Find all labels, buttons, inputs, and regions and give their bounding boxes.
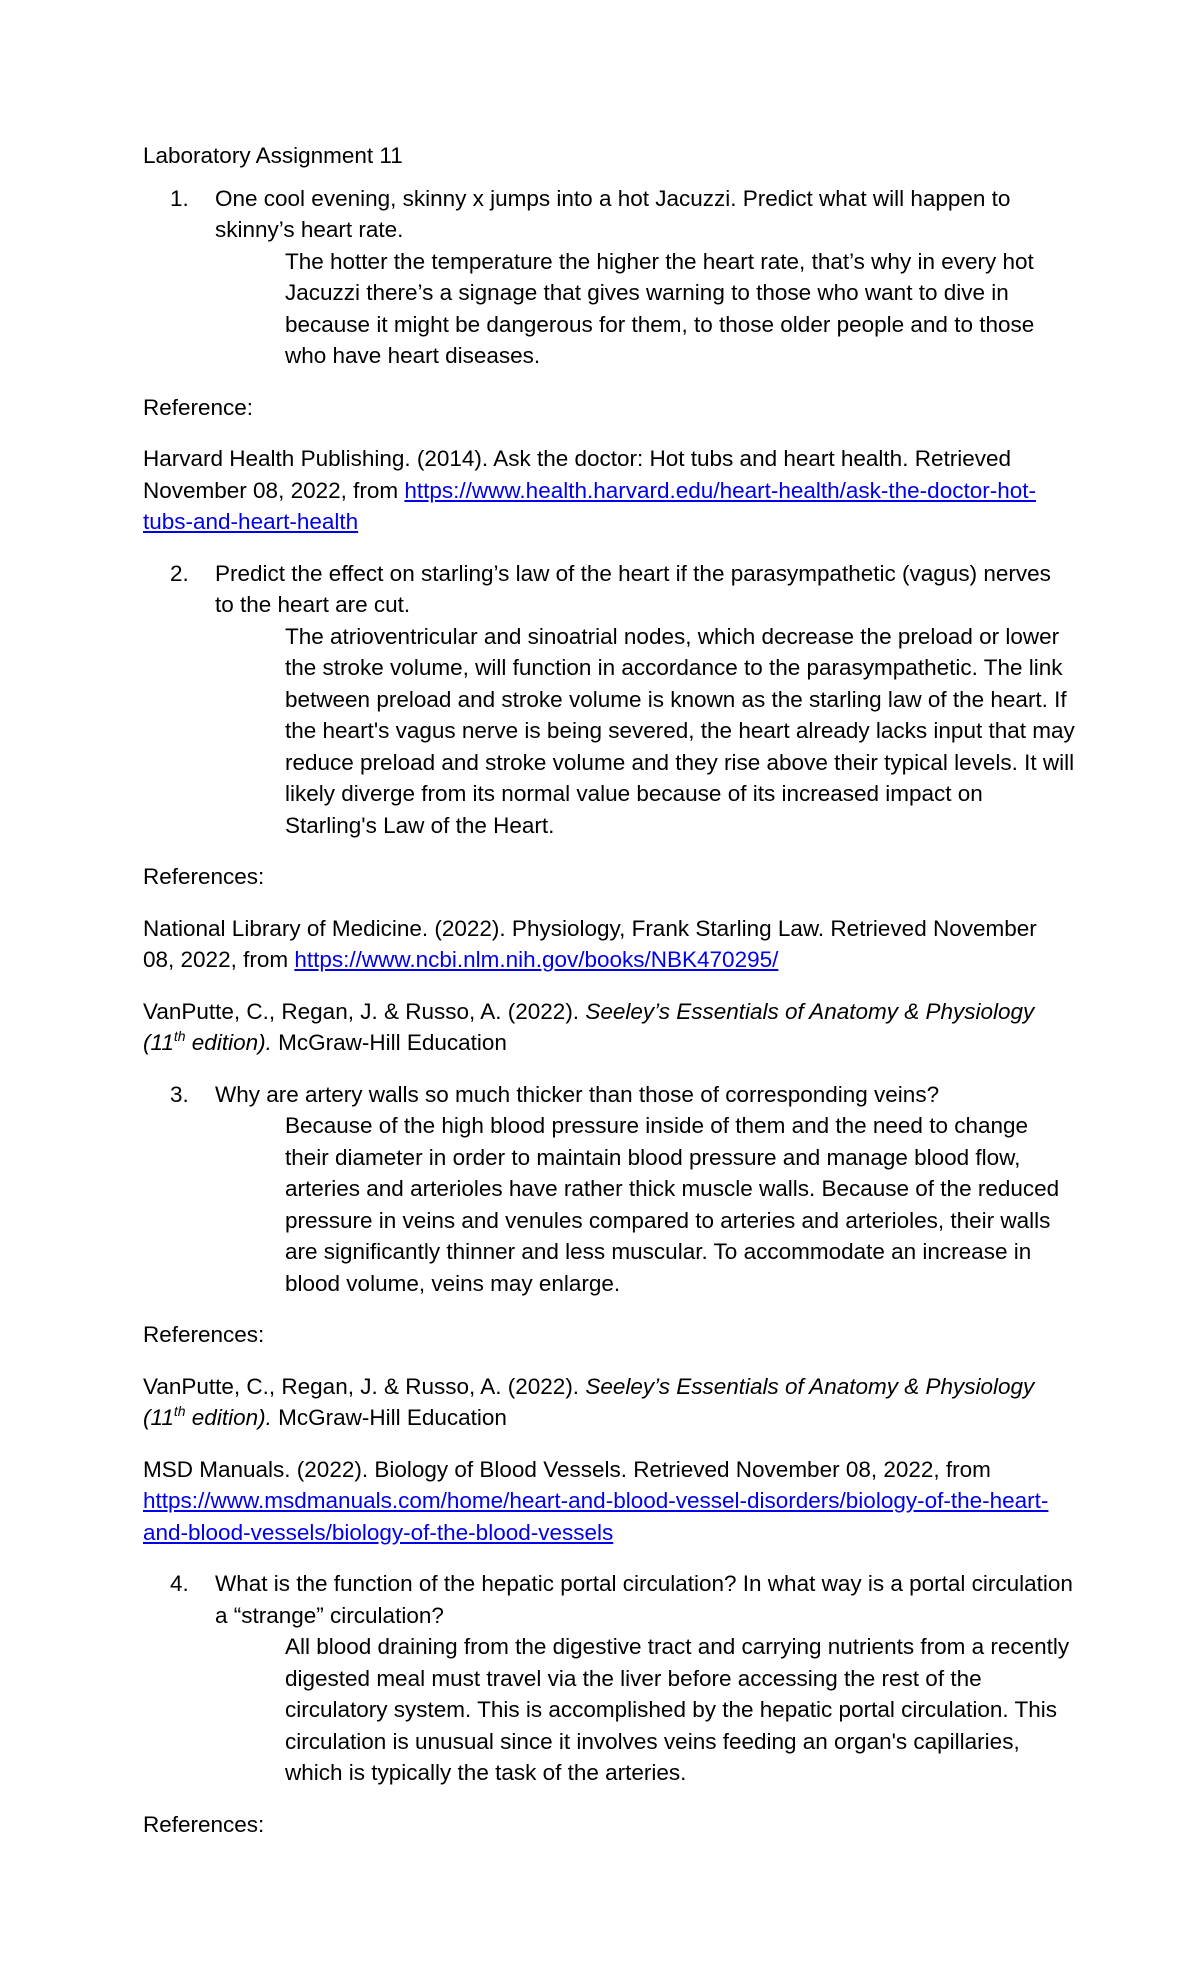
question-block-2 [143, 558, 1073, 1059]
question-block-1 [143, 183, 1073, 538]
question-text: Predict the effect on starling’s law of the heart if the parasympathetic (vagus) nerves to the heart are cut. [215, 560, 1051, 617]
book-title-sup: th [173, 1028, 186, 1044]
reference-authors: VanPutte, C., Regan, J. & Russo, A. (2022). [143, 1373, 586, 1399]
question-1 [143, 183, 1073, 246]
question-text: What is the function of the hepatic portal circulation? In what way is a portal circulation a “strange” circulation? [215, 1571, 1073, 1628]
reference-seeley [143, 996, 1073, 1059]
book-title-part: edition). [185, 1030, 272, 1055]
question-number: 3. [170, 1081, 189, 1107]
book-title-part: edition). [185, 1405, 272, 1430]
document-title: Laboratory Assignment 11 [143, 143, 403, 168]
question-text: Why are artery walls so much thicker than those of corresponding veins? [215, 1081, 940, 1107]
reference-seeley [143, 1371, 1073, 1434]
references-label: References: [143, 864, 265, 889]
question-block-4 [143, 1568, 1073, 1840]
document-body [143, 140, 1073, 1860]
reference-publisher: McGraw-Hill Education [271, 1030, 507, 1055]
references-label: References: [143, 1811, 265, 1837]
question-number: 2. [170, 560, 189, 586]
reference-msd [143, 1454, 1073, 1549]
reference-text: National Library of Medicine. (2022). Physiology, Frank Starling Law. Retrieved November 08, 2022, from [143, 915, 1037, 972]
answer-2: The atrioventricular and sinoatrial nodes, which decrease the preload or lower the stroke volume, will function in accordance to the parasympathetic. The link between preload and stroke volume is known as the starling law of the heart. If the heart's vagus nerve is being severed, the heart already lacks input that may reduce preload and stroke volume and they rise above their typical levels. It will likely diverge from its normal value because of its increased impact on Starling's Law of the Heart. [285, 623, 1075, 838]
reference-publisher: McGraw-Hill Education [271, 1405, 507, 1430]
reference-link[interactable]: https://www.msdmanuals.com/home/heart-and-blood-vessel-disorders/biology-of-the-heart-and-blood-vessels/biology-of-the-blood-vessels [143, 1488, 1049, 1545]
book-title-sup: th [173, 1403, 186, 1419]
question-3 [143, 1079, 1073, 1111]
reference-harvard [143, 443, 1073, 538]
reference-link[interactable]: https://www.health.harvard.edu/heart-health/ask-the-doctor-hot-tubs-and-heart-health [143, 477, 1036, 534]
references-label: Reference: [143, 394, 254, 420]
question-number: 1. [170, 185, 189, 211]
reference-authors: VanPutte, C., Regan, J. & Russo, A. (2022). [143, 998, 586, 1024]
question-block-3 [143, 1079, 1073, 1549]
reference-text: MSD Manuals. (2022). Biology of Blood Vessels. Retrieved November 08, 2022, from [143, 1456, 991, 1482]
question-number: 4. [170, 1571, 189, 1596]
book-title-part: Seeley’s Essentials of Anatomy & Physiology (11 [143, 998, 1035, 1055]
answer-1: The hotter the temperature the higher the heart rate, that’s why in every hot Jacuzzi there’s a signage that gives warning to those who want to dive in because it might be dangerous for them, to those older people and to those who have heart diseases. [285, 248, 1035, 368]
question-4 [143, 1568, 1073, 1631]
reference-link[interactable]: https://www.ncbi.nlm.nih.gov/books/NBK470295/ [294, 947, 779, 972]
question-2 [143, 558, 1073, 621]
answer-3: Because of the high blood pressure inside of them and the need to change their diameter in order to maintain blood pressure and manage blood flow, arteries and arterioles have rather thick muscle walls. Because of the reduced pressure in veins and venules compared to arteries and arterioles, their walls are significantly thinner and less muscular. To accommodate an increase in blood volume, veins may enlarge. [285, 1113, 1060, 1296]
reference-nlm [143, 913, 1073, 976]
references-label: References: [143, 1322, 265, 1347]
question-text: One cool evening, skinny x jumps into a hot Jacuzzi. Predict what will happen to skinny’s heart rate. [215, 185, 1011, 242]
reference-text: Harvard Health Publishing. (2014). Ask the doctor: Hot tubs and heart health. Retrieved November 08, 2022, from [143, 446, 1011, 503]
answer-4: All blood draining from the digestive tract and carrying nutrients from a recently digested meal must travel via the liver before accessing the rest of the circulatory system. This is accomplished by the hepatic portal circulation. This circulation is unusual since it involves veins feeding an organ's capillaries, which is typically the task of the arteries. [285, 1634, 1070, 1785]
book-title-part: Seeley’s Essentials of Anatomy & Physiology (11 [143, 1373, 1035, 1430]
